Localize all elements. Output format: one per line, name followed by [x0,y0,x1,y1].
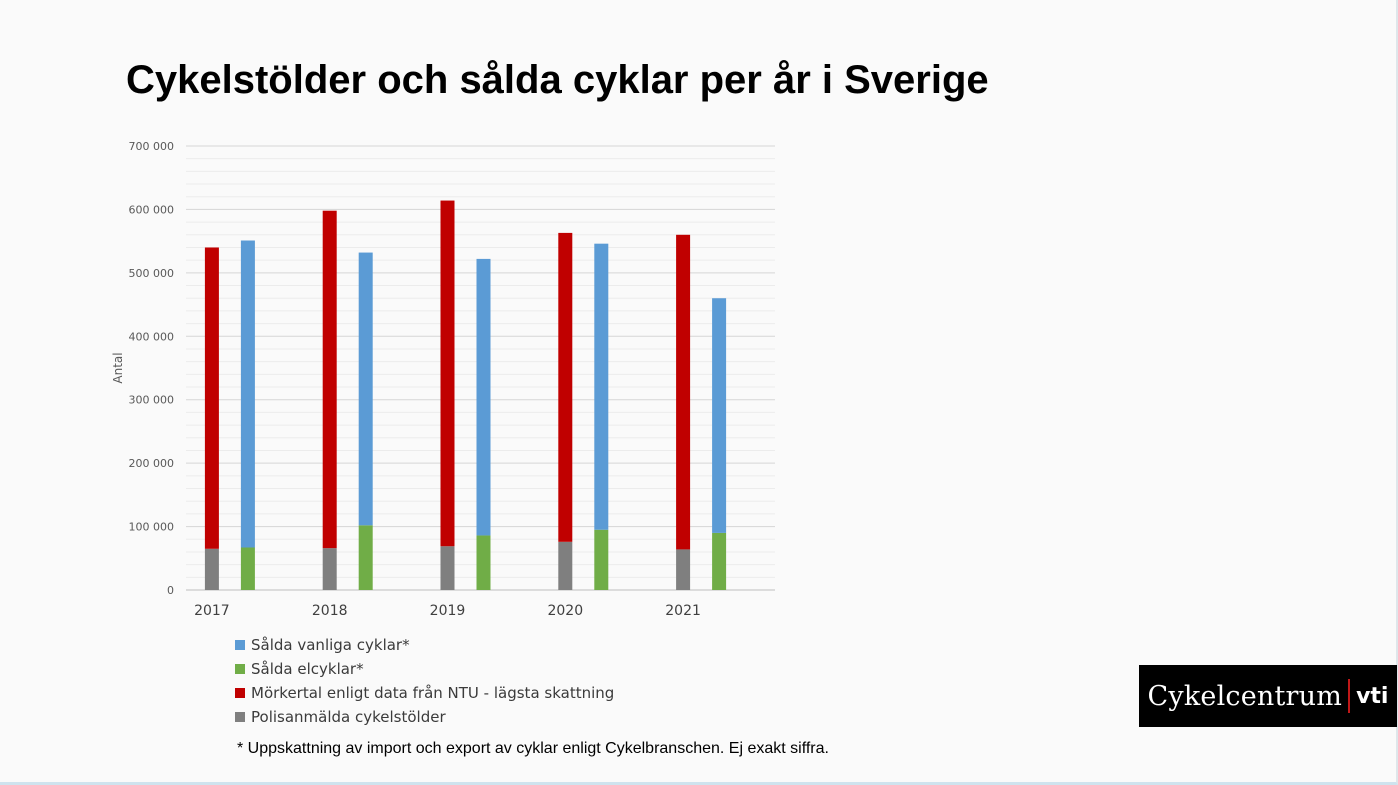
logo-sub-text: vti [1356,683,1389,709]
legend-swatch [235,664,245,674]
logo-main-text: Cykelcentrum [1147,680,1343,712]
bar-2021-m-rkertal-enligt-data-fr-n-ntu-l-gsta-skattning [676,235,690,550]
legend-swatch [235,640,245,650]
x-tick-label: 2019 [429,603,466,619]
y-tick-label: 100 000 [128,520,174,534]
y-tick-label: 700 000 [128,140,174,153]
bar-2018-polisanm-lda-cykelst-lder [323,548,337,590]
y-tick-label: 400 000 [128,330,174,344]
bar-2018-s-lda-vanliga-cyklar- [359,253,373,526]
legend-swatch [235,712,245,722]
legend-label: Sålda vanliga cyklar* [251,636,410,654]
bar-2017-s-lda-elcyklar- [241,548,255,590]
legend-swatch [235,688,245,698]
bar-2020-s-lda-elcyklar- [594,530,608,590]
legend-item-dark-figure [235,681,614,705]
bar-2018-m-rkertal-enligt-data-fr-n-ntu-l-gsta-skattning [323,211,337,548]
bar-chart [100,130,800,630]
y-axis-label: Antal [111,352,125,384]
bar-2019-polisanm-lda-cykelst-lder [441,546,455,590]
y-tick-label: 600 000 [128,203,174,217]
bar-2017-polisanm-lda-cykelst-lder [205,549,219,590]
bar-2020-m-rkertal-enligt-data-fr-n-ntu-l-gsta-skattning [558,233,572,542]
cykelcentrum-vti-logo [1139,665,1397,727]
x-tick-label: 2018 [311,603,348,619]
x-tick-label: 2020 [547,603,584,619]
bar-2021-polisanm-lda-cykelst-lder [676,549,690,590]
bar-2020-polisanm-lda-cykelst-lder [558,542,572,590]
legend-label: Sålda elcyklar* [251,660,364,678]
bar-2021-s-lda-vanliga-cyklar- [712,298,726,533]
y-tick-label: 0 [167,584,174,597]
legend-label: Polisanmälda cykelstölder [251,708,446,726]
logo-divider [1348,679,1350,713]
x-tick-label: 2017 [194,603,230,619]
y-tick-label: 300 000 [128,393,174,407]
legend-item-reported-thefts [235,705,614,729]
y-tick-label: 500 000 [128,266,174,280]
bar-2017-m-rkertal-enligt-data-fr-n-ntu-l-gsta-skattning [205,247,219,548]
bar-2017-s-lda-vanliga-cyklar- [241,241,255,548]
legend-item-e-bikes [235,657,614,681]
slide-title: Cykelstölder och sålda cyklar per år i Sverige [126,58,989,102]
footnote: * Uppskattning av import och export av cyklar enligt Cykelbranschen. Ej exakt siffra. [237,740,829,757]
bar-2020-s-lda-vanliga-cyklar- [594,244,608,530]
legend-label: Mörkertal enligt data från NTU - lägsta skattning [251,684,615,702]
chart-legend [235,633,614,729]
bar-2019-m-rkertal-enligt-data-fr-n-ntu-l-gsta-skattning [441,201,455,547]
legend-item-regular-bikes [235,633,614,657]
x-tick-label: 2021 [665,603,701,619]
bar-2021-s-lda-elcyklar- [712,533,726,590]
bar-2019-s-lda-elcyklar- [477,535,491,590]
bar-2018-s-lda-elcyklar- [359,525,373,590]
bar-2019-s-lda-vanliga-cyklar- [477,259,491,536]
y-tick-label: 200 000 [128,457,174,471]
